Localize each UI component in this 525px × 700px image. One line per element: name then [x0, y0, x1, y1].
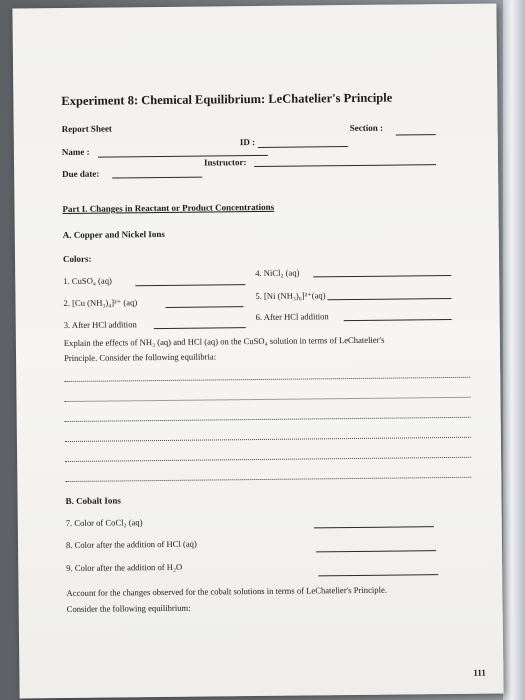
answer-line-2[interactable] [65, 397, 471, 402]
subsection-a-heading: A. Copper and Nickel Ions [62, 228, 165, 241]
answer-line-4[interactable] [65, 437, 471, 442]
instructor-label: Instructor: [203, 157, 247, 168]
item-8-label: 8. Color after the addition of HCl (aq) [65, 538, 197, 551]
id-field[interactable] [258, 146, 348, 148]
item-7-label: 7. Color of CoCl₂ (aq) [65, 517, 143, 529]
instructor-field[interactable] [254, 164, 436, 167]
item-2-label: 2. [Cu (NH₃)₄]²⁺ (aq) [63, 297, 138, 309]
answer-line-6[interactable] [65, 477, 471, 482]
item-6-field[interactable] [344, 319, 452, 321]
answer-line-3[interactable] [65, 417, 471, 422]
item-9-label: 9. Color after the addition of H₂O [66, 561, 183, 574]
colors-label: Colors: [62, 253, 92, 265]
item-5-label: 5. [Ni (NH₃)₆]²⁺(aq) [255, 290, 326, 302]
item-3-label: 3. After HCl addition [63, 319, 137, 331]
item-7-field[interactable] [314, 526, 434, 528]
worksheet-page [12, 3, 503, 698]
item-2-field[interactable] [166, 306, 244, 308]
item-6-label: 6. After HCl addition [255, 311, 329, 323]
item-5-field[interactable] [327, 298, 451, 300]
due-date-label: Due date: [62, 168, 100, 180]
section-field[interactable] [396, 134, 436, 135]
account-text-line-1: Account for the changes observed for the cobalt solutions in terms of LeChatelier's Principle. [66, 584, 387, 599]
subsection-b-heading: B. Cobalt Ions [65, 495, 121, 507]
item-1-field[interactable] [135, 284, 245, 286]
page-title: Experiment 8: Chemical Equilibrium: LeChatelier's Principle [61, 90, 393, 109]
item-1-label: 1. CuSO₄ (aq) [63, 275, 112, 287]
explain-text-line-1: Explain the effects of NH₃ (aq) and HCl (aq) on the CuSO₄ solution in terms of LeChatelier's [63, 334, 385, 349]
item-4-label: 4. NiCl₂ (aq) [255, 267, 300, 279]
binder-edge [503, 0, 525, 700]
item-9-field[interactable] [318, 574, 438, 576]
section-label: Section : [349, 122, 383, 134]
explain-text-line-2: Principle. Consider the following equilibria: [64, 351, 217, 364]
part1-heading: Part I. Changes in Reactant or Product Concentrations [62, 201, 275, 215]
item-3-field[interactable] [154, 327, 246, 329]
account-text-line-2: Consider the following equilibrium: [66, 602, 191, 615]
due-date-field[interactable] [112, 177, 202, 179]
item-4-field[interactable] [313, 275, 451, 277]
report-sheet-label: Report Sheet [61, 123, 112, 135]
page-number: 111 [473, 667, 486, 678]
name-label: Name : [61, 146, 90, 158]
answer-line-5[interactable] [65, 457, 471, 462]
id-label: ID : [239, 137, 256, 148]
item-8-field[interactable] [316, 550, 436, 552]
answer-line-1[interactable] [64, 377, 470, 382]
